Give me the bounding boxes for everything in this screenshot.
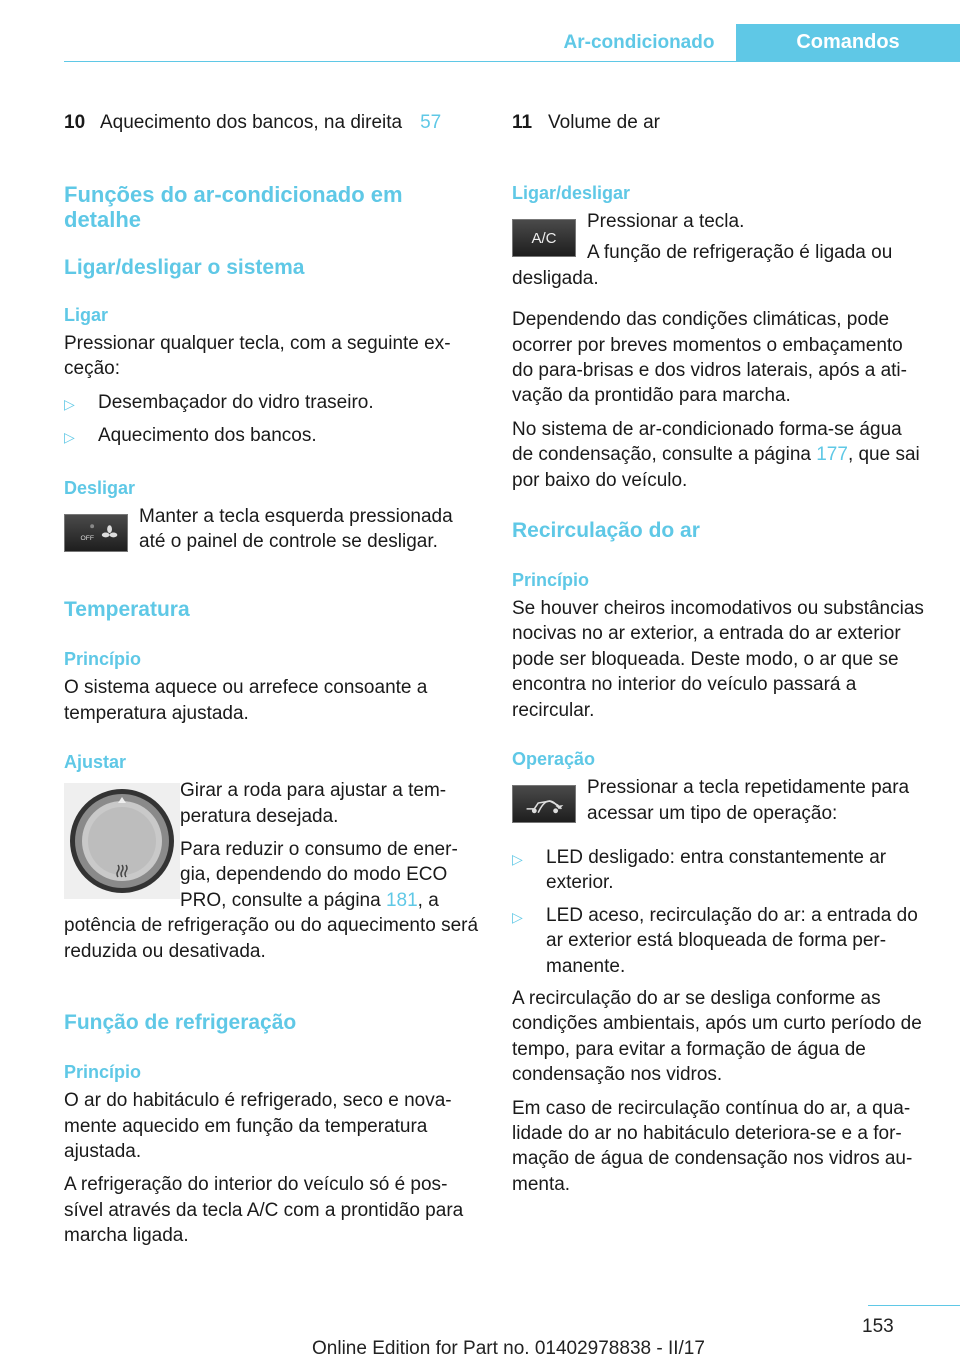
recirculation-button-icon xyxy=(512,785,576,823)
ajustar-block xyxy=(64,778,480,964)
ac-text-2: A função de refrigeração é ligada ou xyxy=(587,242,893,264)
triangle-bullet-icon: ▷ xyxy=(512,850,523,867)
triangle-bullet-icon: ▷ xyxy=(64,395,75,412)
right-column xyxy=(512,110,926,1197)
ajustar-text-1: Girar a roda para ajustar a temperatura desejada. xyxy=(180,780,447,827)
heading-ajustar: Ajustar xyxy=(64,752,127,773)
ac-text-1: Pressionar a tecla. xyxy=(587,211,745,232)
temperature-wheel-icon xyxy=(64,783,180,899)
auto-off-text: A recirculação do ar se desliga conforme as condições ambientais, após um curto período de tempo, para evitar a formação de água de condensação nos vidros. xyxy=(512,987,922,1086)
off-fan-button-icon xyxy=(64,514,128,552)
heading-refrigeracao: Função de refrigeração xyxy=(64,1011,297,1035)
heading-onoff: Ligar/desligar o sistema xyxy=(64,256,305,279)
list-item-11 xyxy=(512,110,926,136)
continuous-text: Em caso de recirculação contínua do ar, a qualidade do ar no habitáculo deteriora-se e a formação de água de condensação nos vidros aumenta. xyxy=(512,1097,913,1195)
heading-functions: Funções do ar-condicionado em detalhe xyxy=(64,182,403,232)
item-number: 10 xyxy=(64,112,86,133)
list-item: ▷ Aquecimento dos bancos. xyxy=(64,423,480,450)
ac-button-icon: A/C xyxy=(512,219,576,257)
heading-ligar: Ligar xyxy=(64,305,109,325)
list-item: ▷ LED aceso, recirculação do ar: a entrada do ar exterior está bloqueada de forma permanente. xyxy=(512,903,926,979)
temp-text: O sistema aquece ou arrefece consoante a temperatura ajustada. xyxy=(64,677,428,724)
heading-temperatura: Temperatura xyxy=(64,598,190,622)
item-text: Volume de ar xyxy=(548,112,660,133)
header-section: Ar-condicionado xyxy=(563,32,715,53)
triangle-bullet-icon: ▷ xyxy=(64,429,75,446)
ligar-text: Pressionar qualquer tecla, com a seguinte exceção: xyxy=(64,333,451,380)
header-rule xyxy=(64,61,960,62)
operacao-text: Pressionar a tecla repetidamente para acessar um tipo de operação: xyxy=(587,777,910,824)
recirc-text: Se houver cheiros incomodativos ou substâncias nocivas no ar exterior, a entrada do ar exterior pode ser bloqueada. Deste modo, o ar que se encontra no interior do veículo passará a recircular. xyxy=(512,598,924,721)
triangle-bullet-icon: ▷ xyxy=(512,908,523,925)
ac-text-3: desligada. xyxy=(512,267,599,289)
operacao-block xyxy=(512,775,926,826)
desligar-block xyxy=(64,504,480,555)
page-link[interactable]: 177 xyxy=(816,444,848,466)
edition-text: Online Edition for Part no. 01402978838 - II/17 xyxy=(312,1338,705,1359)
refrig-text-2: A refrigeração do interior do veículo só é possível através da tecla A/C com a prontidão para marcha ligada. xyxy=(64,1174,464,1247)
heading-ligar-desligar: Ligar/desligar xyxy=(512,183,631,203)
heading-desligar: Desligar xyxy=(64,477,136,498)
list-item-10 xyxy=(64,110,480,136)
page-number: 153 xyxy=(862,1316,894,1337)
ac-block xyxy=(512,209,926,291)
heading-operacao: Operação xyxy=(512,749,596,770)
heading-principio: Princípio xyxy=(512,570,590,591)
item-number: 11 xyxy=(512,112,533,133)
header-chapter-tab: Comandos xyxy=(736,24,960,61)
desligar-text: Manter a tecla esquerda pressionada até o painel de controle se desligar. xyxy=(139,505,453,553)
left-column xyxy=(64,110,480,1249)
heading-recirculacao: Recirculação do ar xyxy=(512,519,700,543)
footer-rule xyxy=(868,1305,960,1306)
ajustar-text-2: Para reduzir o consumo de energia, dependendo do modo ECO PRO, consulte a página 181, a xyxy=(180,839,458,911)
ajustar-text-3: potência de refrigeração ou do aquecimento será reduzida ou desativada. xyxy=(64,915,479,962)
water-text: No sistema de ar-condicionado forma-se água de condensação, consulte a página 177, que sai por baixo do veículo. xyxy=(512,418,920,491)
fog-text: Dependendo das condições climáticas, pode ocorrer por breves momentos o embaçamento do para-brisas e dos vidros laterais, após a ativação da prontidão para marcha. xyxy=(512,309,907,407)
list-item: ▷ Desembaçador do vidro traseiro. xyxy=(64,390,480,417)
item-text: Aquecimento dos bancos, na direita xyxy=(100,112,403,133)
page-link[interactable]: 181 xyxy=(385,889,418,911)
list-item: ▷ LED desligado: entra constantemente ar exterior. xyxy=(512,845,926,896)
refrig-text-1: O ar do habitáculo é refrigerado, seco e novamente aquecido em função da temperatura ajustada. xyxy=(64,1090,452,1162)
heading-principio: Princípio xyxy=(64,1062,142,1083)
page-link[interactable]: 57 xyxy=(420,112,442,133)
heading-principio: Princípio xyxy=(64,649,142,670)
svg-text:OFF: OFF xyxy=(80,534,95,542)
